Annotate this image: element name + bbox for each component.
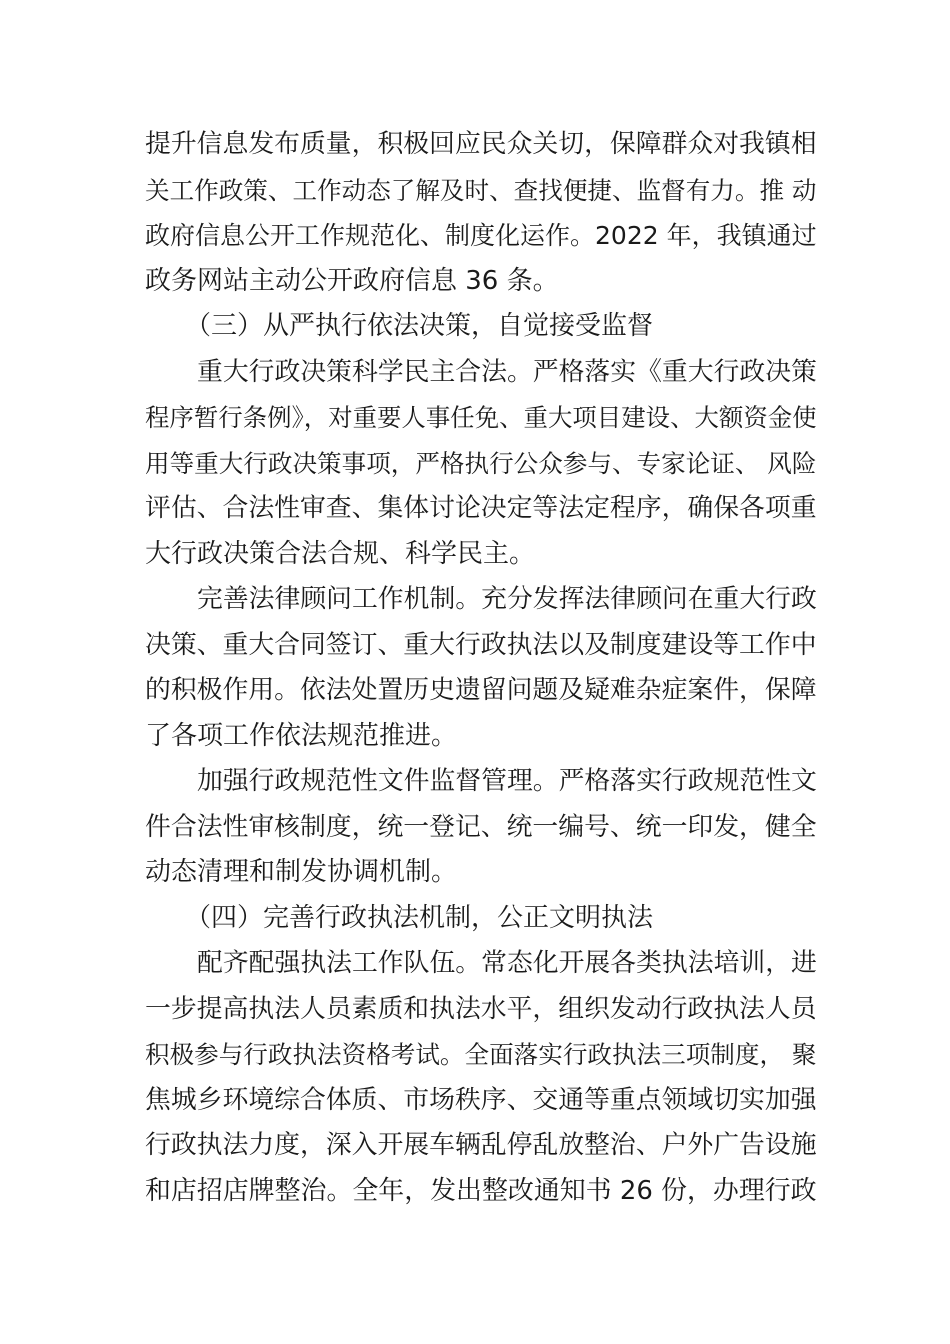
paragraph-normative-documents: [145, 759, 817, 896]
text-line: 了各项工作依法规范推进。: [145, 720, 458, 751]
paragraph-major-decisions: [145, 350, 817, 578]
text-line: 政府信息公开工作规范化、制度化运作。2022 年，我镇通过: [145, 221, 817, 250]
paragraph-info-disclosure: [145, 122, 817, 304]
document-body: [145, 122, 817, 1214]
text-line: 一步提高执法人员素质和执法水平，组织发动行政执法人员: [145, 993, 817, 1024]
paragraph-legal-counsel: [145, 577, 817, 759]
text-line: 提升信息发布质量，积极回应民众关切，保障群众对我镇相: [145, 129, 817, 159]
text-line: 决策、重大合同签订、重大行政执法以及制度建设等工作中: [145, 629, 817, 660]
text-line: 积极参与行政执法资格考试。全面落实行政执法三项制度， 聚: [145, 1040, 817, 1069]
text-line: 动态清理和制发协调机制。: [145, 857, 458, 887]
text-line: 完善法律顾问工作机制。充分发挥法律顾问在重大行政: [197, 584, 817, 614]
text-line: 大行政决策合法合规、科学民主。: [145, 538, 536, 569]
text-line: 关工作政策、工作动态了解及时、查找便捷、监督有力。推 动: [145, 175, 817, 205]
text-line: 行政执法力度，深入开展车辆乱停乱放整治、户外广告设施: [145, 1130, 817, 1160]
section-heading-3: [145, 304, 817, 350]
heading-line: （三）从严执行依法决策，自觉接受监督: [185, 311, 654, 341]
text-line: 程序暂行条例》，对重要人事任免、重大项目建设、大额资金使: [145, 403, 817, 432]
text-line: 配齐配强执法工作队伍。常态化开展各类执法培训，进: [197, 948, 817, 978]
text-line: 件合法性审核制度，统一登记、统一编号、统一印发，健全: [145, 811, 817, 842]
heading-line: （四）完善行政执法机制，公正文明执法: [185, 902, 654, 933]
text-line: 的积极作用。依法处置历史遗留问题及疑难杂症案件，保障: [145, 675, 817, 705]
text-line: 和店招店牌整治。全年，发出整改通知书 26 份，办理行政: [145, 1175, 817, 1206]
text-line: 用等重大行政决策事项，严格执行公众参与、专家论证、 风险: [145, 448, 817, 478]
text-line: 评估、合法性审查、集体讨论决定等法定程序，确保各项重: [145, 493, 817, 523]
text-line: 焦城乡环境综合体质、市场秩序、交通等重点领域切实加强: [145, 1084, 817, 1115]
text-line: 重大行政决策科学民主合法。严格落实《重大行政决策: [197, 356, 817, 387]
paragraph-enforcement-team: [145, 941, 817, 1214]
section-heading-4: [145, 896, 817, 942]
text-line: 加强行政规范性文件监督管理。严格落实行政规范性文: [197, 766, 817, 796]
text-line: 政务网站主动公开政府信息 36 条。: [145, 265, 559, 296]
